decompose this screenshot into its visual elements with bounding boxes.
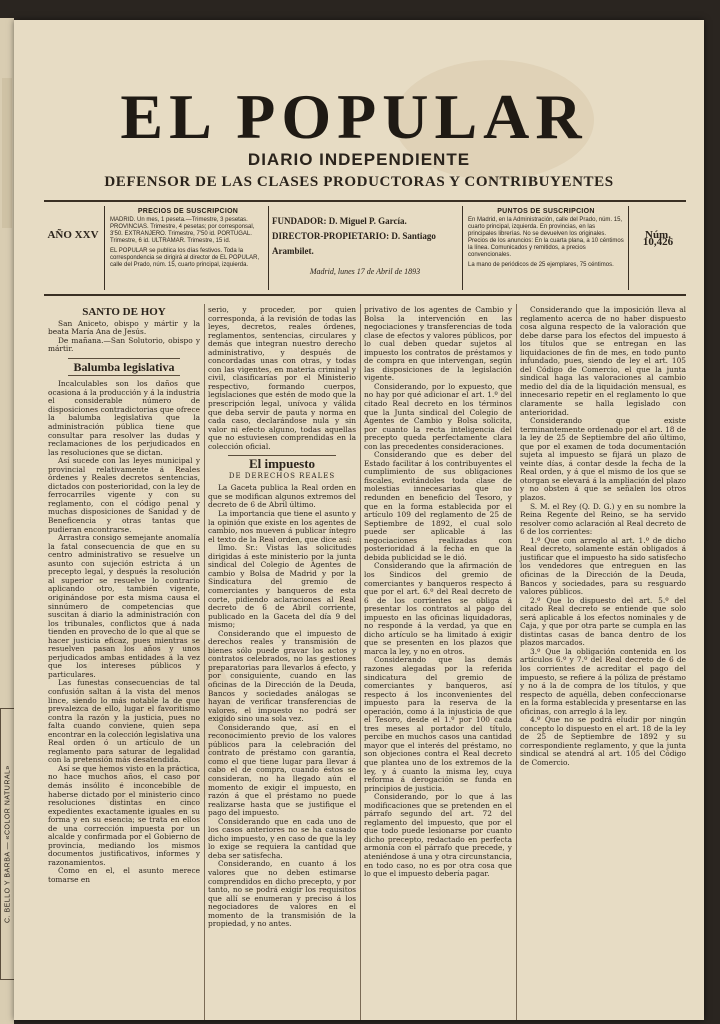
paragraph: Como en el, el asunto merece tomarse en bbox=[48, 866, 200, 884]
column-2 bbox=[208, 306, 356, 929]
paragraph: Así se que hemos visto en la práctica, no hace muchos años, el caso por demás insólito é inconcebible de haberse dictado por el ministerio cinco resoluciones distintas en cinco expedientes exactamente iguales en su forma y en su esencia; se trata en ellos de una corrección impuesta por un alcalde y confirmada por el Gobierno de provincia, mediando los mismos documentos justificativos, informes y razonamientos. bbox=[48, 763, 200, 867]
paragraph: Considerando que el impuesto de derechos reales y transmisión de bienes sólo puede gravar los actos y contratos celebrados, no las gestiones preparatorias para llevarlos á efecto, y por consiguiente, cuando en las oficinas de la Dirección de la Deuda, Bancos y sociedades análogas se hayan de verificar transferencias de valores, el impuesto no podrá ser exigido sino una sola vez. bbox=[208, 628, 356, 724]
paragraph: Considerando que las demás razones alegadas por la referida sindicatura del gremio de comerciantes y banqueros, así respecto á los inconvenientes del impuesto para la reserva de la operación, como á la injusticia de que el Tesoro, desde el 1.º por 100 cada tres meses al portador del título, percibe en muchos casos una cantidad mayor que el interés del préstamo, no son objeciones contra el Real decreto que plantea uno de los extremos de la ley, y á cuanto la misma ley, cuya reforma á derogación se funda en principios de justicia. bbox=[364, 655, 512, 793]
column-3 bbox=[364, 306, 512, 879]
paragraph: Considerando, por lo que á las modificaciones que se pretenden en el párrafo segundo del art. 72 del reglamento del impuesto, que por el que todo puede lesionarse por cuanto dicho precepto, redactado en perfecta armonía con el párrafo que precede, y ateniéndose á una y otra circunstancia, en todo caso, no es por otra cosa que lo que el impuesto debería pagar. bbox=[364, 792, 512, 879]
newspaper-page bbox=[14, 20, 704, 1020]
paragraph: Las funestas consecuencias de tal confusión saltan á la vista del menos lince, siendo lo más notable la de que prevalezca de ello, lugar el favoritismo contra la razón y la justicia, pues no falta cuando conviene, quien sepa encontrar en la colección legislativa una Real orden ó un artículo de un reglamento para saturar de legalidad con la pretensión más desatendida. bbox=[48, 678, 200, 765]
paragraph: 4.º Que no se podrá eludir por ningún concepto lo dispuesto en el art. 18 de la ley de 25 de Septiembre de 1892 y su correspondiente reglamento, y que la junta sindical se atendrá al art. 105 del Código de Comercio. bbox=[520, 715, 686, 767]
newspaper-motto: DEFENSOR DE LAS CLASES PRODUCTORAS Y CONTRIBUYENTES bbox=[104, 174, 614, 190]
side-advertisement: C. BELLO Y BARBA — «COLOR NATURAL» bbox=[0, 708, 16, 980]
points-heading: PUNTOS DE SUSCRIPCION bbox=[497, 208, 595, 215]
paragraph: S. M. el Rey (Q. D. G.) y en su nombre la Reina Regente del Reino, se ha servido resolver como aclaración al Real decreto de 6 de los corrientes: bbox=[520, 501, 686, 537]
points-text: En Madrid, en la Administración, calle del Prado, núm. 15, cuarto principal, izquierda. En provincias, en las principales librerías. No se devuelven los originales. Precios de los anuncios: En la cuarta plana, a 10 céntimos la línea. Comunicados y remitidos, a precios convencionales. bbox=[468, 217, 624, 258]
prices-heading: PRECIOS DE SUSCRIPCION bbox=[137, 208, 239, 215]
paragraph: Ilmo. Sr.: Vistas las solicitudes dirigidas á este ministerio por la junta sindical del Colegio de Agentes de cambio y Bolsa de Madrid y por la Sindicatura del gremio de comerciantes y banqueros de esta corte, pidiendo aclaraciones al Real decreto de 6 de Abril corriente, publicado en la Gaceta del día 9 del mismo; bbox=[208, 543, 356, 630]
masthead bbox=[14, 82, 704, 191]
paragraph: Considerando que la afirmación de los Sindicos del gremio de comerciantes y banqueros respecto á que por el art. 6.º del Real decreto de 6 de los corrientes se obliga á presentar los contratos al pago del impuesto en las oficinas liquidadoras, no responde á la verdad, ya que en dicho artículo se ha limitado á exigir que se presenten en los plazos que marca la ley, y no en otros. bbox=[364, 561, 512, 656]
newspaper-title: EL POPULAR bbox=[120, 81, 588, 152]
paragraph: Incalculables son los daños que ocasiona á la producción y á la industria el considerable número de disposiciones contradictorias que ofrece la balumba legislativa que la administración pública tiene que consultar para resolver las dudas y reclamaciones de los perjudicados en las resoluciones que se dictan. bbox=[48, 379, 200, 457]
paragraph: Así sucede con las leyes municipal y provincial relativamente á Reales órdenes y Reales decretos sentencias, dictados con posterioridad, con la ley de ferrocarriles vigente y con su reglamento, con el código penal y muchas disposiciones de Sanidad y de Beneficencia y otras tantas que pudieran encontrarse. bbox=[48, 456, 200, 534]
column-1 bbox=[48, 306, 200, 885]
points-note: La mano de periódicos de 25 ejemplares, 75 céntimos. bbox=[468, 262, 614, 268]
paragraph: Considerando que la imposición lleva al reglamento acerca de no haber dispuesto cosa alguna respecto de la valoración que debe darse para los efectos del impuesto á los títulos que se entregan en las liquidaciones de fin de mes, en todo punto infundado, pues, siendo de ley el art. 105 del Código de Comercio, el que la junta sindical haga las valoraciones al cambio medio del día de la liquidación mensual, es innecesario repetir en el reglamento lo que claramente se halla legislado con anterioridad. bbox=[520, 305, 686, 417]
adjacent-page-strip bbox=[0, 18, 14, 1024]
paragraph: Considerando que existe terminantemente ordenado por el art. 18 de la ley de 25 de Septiembre del año último, que por el examen de toda documentación sujeta al impuesto se fijará un plazo de veinte días, á contar desde la fecha de la Real orden, y á que el mismo de los que se otorgan se elevará á la ampliación del plazo y no obsten á que se señalen los otros plazos. bbox=[520, 416, 686, 503]
paragraph: 2.º Que lo dispuesto del art. 5.º del citado Real decreto se entiende que solo será aplicable á los efectos nominales y de Caja, y que por otra parte se cumpla en las distintas casas de banca dentro de los plazos marcados. bbox=[520, 595, 686, 648]
paragraph: serio, y proceder, por quien corresponda, á la revisión de todas las leyes, decretos, reales órdenes, reglamentos, sentencias, circulares y demás que integran nuestro derecho administrativo, y después de concordadas unas con otras, y todas con las vigentes, en materia criminal y civil, clasificarías por el Ministerio respectivo, formando cuerpos, legislaciones que estén de modo que la prescripción legal, unívoca y válida que deba servir de pauta y norma en cada caso, declarándose nula y sin valor ni efecto alguno, todas aquellas que no estuviesen comprendidas en la colección oficial. bbox=[208, 305, 356, 451]
paragraph: Considerando, por lo expuesto, que no hay por qué adicionar el art. 1.º del citado Real decreto en los términos que la Junta sindical del Colegio de Agentes de Cambio y Bolsa solicita, por cuanto la recta inteligencia del precepto queda perfectamente clara con las precedentes consideraciones. bbox=[364, 381, 512, 451]
column-4 bbox=[520, 306, 686, 768]
prices-text: MADRID. Un mes, 1 peseta.—Trimestre, 3 pesetas. PROVINCIAS. Trimestre, 4 pesetas; por corresponsal, 3'50. EXTRANJERO. Trimestre, 7'50 id. PORTUGAL. Trimestre, 6 id. ULTRAMAR. Trimestre, 15 id. bbox=[110, 217, 255, 244]
subscription-prices bbox=[110, 208, 266, 269]
staff-block bbox=[272, 214, 458, 259]
santo-text: San Aniceto, obispo y mártir y la beata María Ana de Jesús. bbox=[48, 318, 200, 337]
paragraph: privativo de los agentes de Cambio y Bolsa la intervención en las negociaciones y transferencias de toda clase de efectos y valores públicos, por lo cual deben quedar sujetos al impuesto los contratos de préstamos y de compra en que intervengan, según las disposiciones de la legislación vigente. bbox=[364, 305, 512, 383]
article-subtitle: DE DERECHOS REALES bbox=[228, 471, 336, 480]
santo-text-2: De mañana.—San Solutorio, obispo y mártir. bbox=[48, 335, 200, 354]
paragraph: Considerando, en cuanto á los valores que no deben estimarse comprendidos en dicho precepto, y por tanto, no se podrá exigir los requisitos que allí se enumeran y preciso á los negociadores de valores en el momento de la transmisión de la propiedad, y no antes. bbox=[208, 859, 356, 929]
paragraph: La importancia que tiene el asunto y la opinión que existe en los agentes de cambio, nos mueven á publicar íntegro el texto de la Real orden, que dice así: bbox=[208, 509, 356, 544]
issue-date: Madrid, lunes 17 de Abril de 1893 bbox=[309, 267, 421, 276]
article-title-impuesto: El impuesto bbox=[248, 456, 316, 472]
paragraph: Considerando que en cada uno de los casos anteriores no se ha causado dicho impuesto, y en caso de que la ley lo exige se requiera la cantidad que deba ser satisfecha. bbox=[208, 816, 356, 860]
paragraph: Considerando que es deber del Estado facilitar á los contribuyentes el cumplimiento de sus obligaciones fiscales, evitándoles toda clase de molestias innecesarias que no redunden en beneficio del Tesoro, y que en la forma establecida por el artículo 109 del reglamento de 25 de Septiembre de 1892, el cual solo puede ser aplicable á las negociaciones realizadas con posterioridad á la fecha en que la debida publicidad se le dió. bbox=[364, 450, 512, 562]
subscription-points bbox=[468, 208, 624, 269]
prices-note: EL POPULAR se publica los días festivos. Toda la correspondencia se dirigirá al director de EL POPULAR, calle del Prado, núm. 15, cuarto principal, izquierda. bbox=[110, 248, 260, 268]
santo-title: SANTO DE HOY bbox=[82, 306, 166, 318]
article-title-balumba: Balumba legislativa bbox=[73, 359, 175, 374]
newspaper-subtitle: DIARIO INDEPENDIENTE bbox=[247, 150, 471, 169]
paragraph: 3.º Que la obligación contenida en los artículos 6.º y 7.º del Real decreto de 6 de los corrientes de acreditar el pago del impuesto, se refiere á la póliza de préstamo y no á la de compra de los títulos, y que respecto de aquélla, deben confeccionarse en la forma establecida y presentarse en las oficinas, con arreglo á la ley. bbox=[520, 646, 686, 716]
paragraph: 1.º Que con arreglo al art. 1.º de dicho Real decreto, solamente están obligados á justificar que el impuesto ha sido satisfecho los vendedores que entreguen en las oficinas de la Dirección de la Deuda, Bancos y sociedades, para su resguardo valores públicos. bbox=[520, 535, 686, 597]
paragraph: Arrastra consigo semejante anomalía la fatal consecuencia de que en su centro administrativo se resuelve un asunto con sujeción estricta á un precepto legal, y después la resolución al superior se resuelve lo contrario aplicando otro, también vigente, originándose por esta misma causa el sinnúmero de competencias que suscitan á diario la administración con los tribunales, conflictos que á nada tienden en provecho de lo que al que se hacer justicia eficaz, pues mientras se resuelven pasan los años y unos perjudicados ambas entidades á la vez que los intereses públicos y particulares. bbox=[48, 533, 200, 679]
paragraph: Considerando que, así en el reconocimiento previo de los valores públicos para la celebración del contrato de préstamo con garantía, como el que tiene lugar para llevar á cabo el de compra, cuando éstos se consideran, no ha llegado aún el momento de exigir el impuesto, en razón á que el préstamo no puede realizarse hasta que se justifique el pago del impuesto. bbox=[208, 722, 356, 818]
year-label: AÑO XXV bbox=[47, 229, 99, 241]
paragraph: La Gaceta publica la Real orden en que se modifican algunos extremos del decreto de 6 de Abril último. bbox=[208, 483, 356, 510]
issue-number: Núm. 10,426 bbox=[642, 229, 674, 248]
adjacent-page-text bbox=[2, 78, 12, 228]
director-line: DIRECTOR-PROPIETARIO: D. Santiago Arambilet. bbox=[272, 231, 436, 256]
info-bar bbox=[44, 200, 686, 296]
founder-line: FUNDADOR: D. Miguel P. García. bbox=[272, 216, 407, 226]
